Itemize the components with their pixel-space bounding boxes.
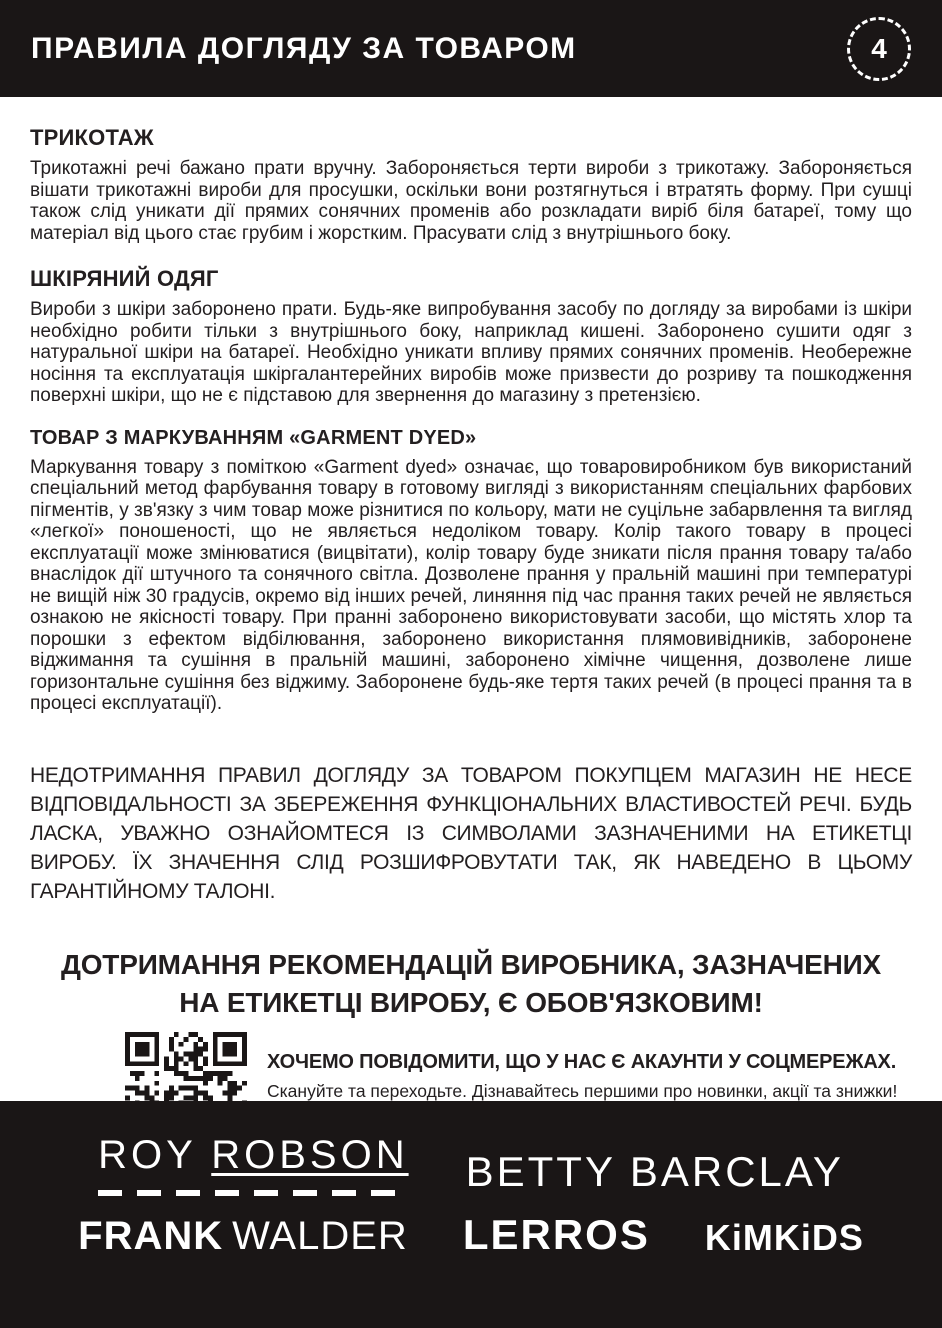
roy-word: ROY — [98, 1133, 197, 1177]
section-garment-dyed-heading: ТОВАР З МАРКУВАННЯМ «GARMENT DYED» — [30, 426, 477, 449]
content — [0, 97, 942, 1154]
walder-word: WALDER — [232, 1214, 408, 1258]
mandate-line-2: НА ЕТИКЕТЦІ ВИРОБУ, Є ОБОВ'ЯЗКОВИМ! — [179, 986, 763, 1018]
footer — [0, 1101, 942, 1328]
frank-word: FRANK — [78, 1214, 224, 1258]
mandate-line-1: ДОТРИМАННЯ РЕКОМЕНДАЦІЙ ВИРОБНИКА, ЗАЗНАЧЕНИХ — [60, 948, 882, 980]
brand-row-2 — [0, 1211, 942, 1259]
brand-row-1 — [0, 1133, 942, 1196]
brand-lerros-logo: LERROS — [462, 1211, 650, 1258]
section-leather-body: Вироби з шкіри заборонено прати. Будь-яке випробування засобу по догляду за виробами із шкіри необхідно робити тільки з внутрішнього боку, наприклад кишені. Заборонено сушити одяг з натуральної шкіри на батареї. Необхідно уникати впливу прямих сонячних променів. Необережне носіння та експлуатація шкіргалантерейних виробів може призвести до розриву та пошкодження поверхні шкіри, що не є підставою для звернення до магазину з претензією. — [30, 299, 912, 406]
brand-roy-robson-logo — [98, 1133, 408, 1196]
section-leather-heading: ШКІРЯНИЙ ОДЯГ — [30, 266, 219, 291]
brand-frank-walder-logo — [78, 1214, 408, 1259]
section-leather — [30, 266, 912, 407]
brand-kimkids-logo: KiMKiDS — [704, 1217, 864, 1258]
section-garment-dyed-body: Маркування товару з поміткою «Garment dyed» означає, що товаровиробником був використаний спеціальний метод фарбування товару в готовому вигляді з використанням спеціальних фарбових пігментів, у зв'язку з чим товар може різнитися по кольору, мати не суцільне забарвлення та вигляд «легкої» поношеності, що не являється недоліком товару. Колір такого товару в процесі експлуатації може змінюватися (вицвітати), колір товару буде зникати після прання товару та/або внаслідок дії штучного та сонячного світла. Дозволене прання у пральній машині при температурі не вищій ніж 30 градусів, окремо від інших речей, линяння під час прання таких речей не являється ознакою не якісності товару. При пранні заборонено використовувати засоби, що містять хлор та порошки з ефектом відбілювання, заборонено використання плямовивідників, заборонене віджимання та сушіння в пральній машині, заборонено хімічне чищення, дозволене лише горизонтальне сушіння без віджиму. Заборонене будь-яке тертя таких речей (в процесі прання та в процесі експлуатації). — [30, 456, 912, 714]
mandate-heading — [30, 946, 912, 1022]
robson-word: ROBSON — [211, 1133, 409, 1177]
section-knitwear — [30, 125, 912, 244]
header — [0, 0, 942, 97]
section-knitwear-body: Трикотажні речі бажано прати вручну. Забороняється терти вироби з трикотажу. Забороняється вішати трикотажні вироби для просушки, оскільки вони розтягнуться і втратять форму. При сушці також слід уникати дії прямих сонячних променів або розкладати виріб біля батареї, тому що матеріал від цього стає грубим і жорстким. Прасувати слід з внутрішнього боку. — [30, 158, 912, 244]
page-title: ПРАВИЛА ДОГЛЯДУ ЗА ТОВАРОМ — [31, 31, 577, 65]
section-garment-dyed — [30, 427, 912, 715]
social-subline: Скануйте та переходьте. Дізнавайтесь першими про новинки, акції та знижки! — [267, 1081, 898, 1101]
page-number: 4 — [871, 32, 887, 64]
disclaimer-text: НЕДОТРИМАННЯ ПРАВИЛ ДОГЛЯДУ ЗА ТОВАРОМ ПОКУПЦЕМ МАГАЗИН НЕ НЕСЕ ВІДПОВІДАЛЬНОСТІ ЗА ЗБЕРЕЖЕННЯ ФУНКЦІОНАЛЬНИХ ВЛАСТИВОСТЕЙ РЕЧІ. БУДЬ ЛАСКА, УВАЖНО ОЗНАЙОМТЕСЯ ІЗ СИМВОЛАМИ ЗАЗНАЧЕНИМИ НА ЕТИКЕТЦІ ВИРОБУ. ЇХ ЗНАЧЕННЯ СЛІД РОЗШИФРОВУТАТИ ТАК, ЯК НАВЕДЕНО В ЦЬОМУ ГАРАНТІЙНОМУ ТАЛОНІ. — [30, 763, 912, 903]
page-number-badge — [847, 17, 911, 81]
brand-betty-barclay-logo: BETTY BARCLAY — [465, 1148, 844, 1195]
section-knitwear-heading: ТРИКОТАЖ — [30, 125, 154, 150]
roy-robson-dashes-decoration — [98, 1190, 408, 1196]
social-headline: ХОЧЕМО ПОВІДОМИТИ, ЩО У НАС Є АКАУНТИ У СОЦМЕРЕЖАХ. — [267, 1051, 897, 1073]
